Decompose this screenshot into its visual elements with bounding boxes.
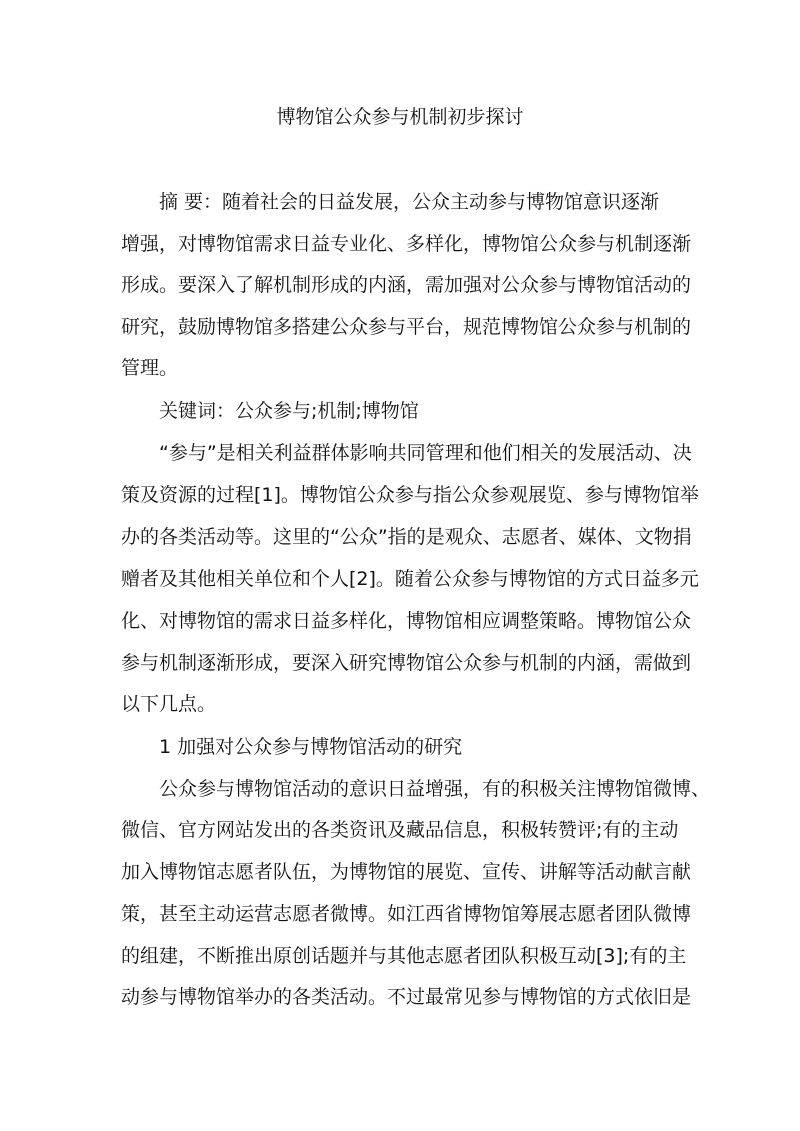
intro-line: “参与”是相关利益群体影响共同管理和他们相关的发展活动、决 [121, 442, 692, 464]
abstract-line: 增强，对博物馆需求日益专业化、多样化，博物馆公众参与机制逐渐 [121, 233, 692, 255]
intro-line: 策及资源的过程[1]。博物馆公众参与指公众参观展览、参与博物馆举 [121, 484, 699, 506]
intro-line: 化、对博物馆的需求日益多样化，博物馆相应调整策略。博物馆公众 [121, 610, 692, 632]
section-heading: 1 加强对公众参与博物馆活动的研究 [121, 736, 463, 758]
section-line: 的组建，不断推出原创话题并与其他志愿者团队积极互动[3];有的主 [121, 945, 687, 967]
abstract-line: 管理。 [121, 357, 179, 379]
intro-line: 办的各类活动等。这里的“公众”指的是观众、志愿者、媒体、文物捐 [121, 526, 692, 548]
keywords-line: 关键词：公众参与;机制;博物馆 [121, 400, 419, 422]
abstract-line: 形成。要深入了解机制形成的内涵，需加强对公众参与博物馆活动的 [121, 274, 692, 296]
abstract-line: 研究，鼓励博物馆多搭建公众参与平台，规范博物馆公众参与机制的 [121, 316, 692, 338]
abstract-line: 摘 要：随着社会的日益发展，公众主动参与博物馆意识逐渐 [121, 191, 660, 213]
section-line: 公众参与博物馆活动的意识日益增强，有的积极关注博物馆微博、 [121, 778, 711, 800]
intro-line: 赠者及其他相关单位和个人[2]。随着公众参与博物馆的方式日益多元 [121, 568, 699, 590]
section-line: 动参与博物馆举办的各类活动。不过最常见参与博物馆的方式依旧是 [121, 986, 692, 1008]
document-title: 博物馆公众参与机制初步探讨 [276, 106, 524, 128]
section-line: 微信、官方网站发出的各类资讯及藏品信息，积极转赞评;有的主动 [121, 819, 679, 841]
intro-line: 以下几点。 [121, 693, 217, 715]
section-line: 策，甚至主动运营志愿者微博。如江西省博物馆筹展志愿者团队微博 [121, 903, 692, 925]
intro-line: 参与机制逐渐形成，要深入研究博物馆公众参与机制的内涵，需做到 [121, 652, 692, 674]
section-line: 加入博物馆志愿者队伍，为博物馆的展览、宣传、讲解等活动献言献 [121, 861, 692, 883]
